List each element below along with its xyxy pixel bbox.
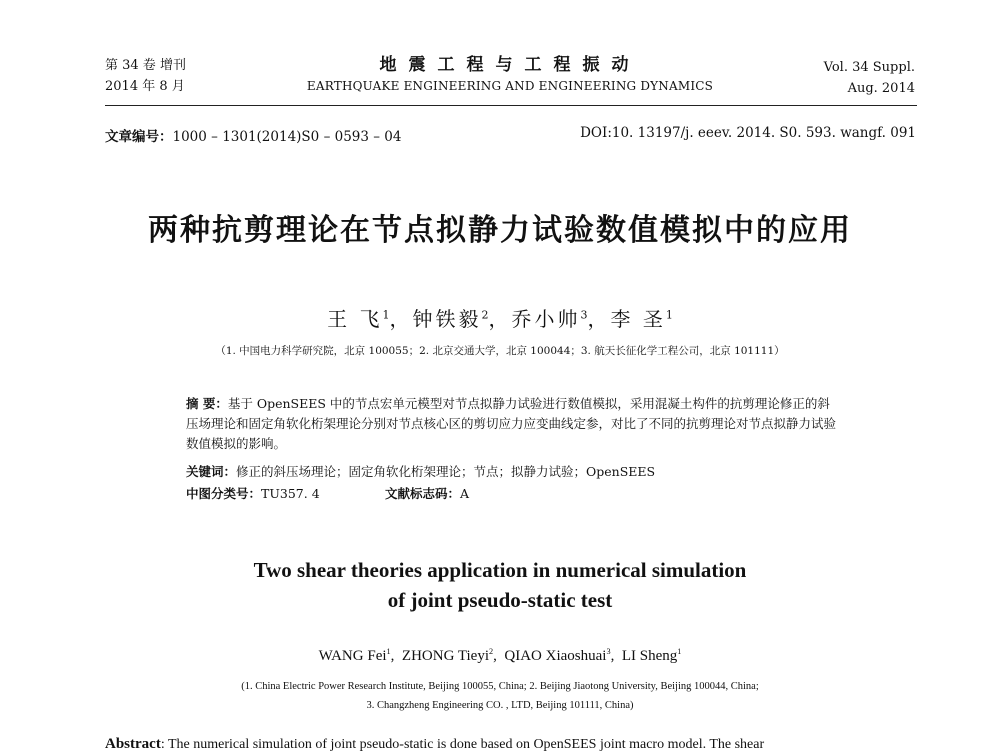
abstract-cn-label: 摘 要： xyxy=(186,396,228,411)
date-en: Aug. 2014 xyxy=(847,81,915,96)
abstract-en-text: : The numerical simulation of joint pseudo-static is done based on OpenSEES joint macro model. The shear xyxy=(160,737,765,752)
affiliations-en xyxy=(140,677,860,715)
article-number xyxy=(105,125,401,145)
clc-label: 中图分类号： xyxy=(186,486,262,501)
abstract-cn-text: 基于 OpenSEES 中的节点宏单元模型对节点拟静力试验进行数值模拟，采用混凝土构件的抗剪理论修正的斜压场理论和固定角软化桁架理论分别对节点核心区的剪切应力应变曲线定参，对比了不同的抗剪理论对节点拟静力试验数值模拟的影响。 xyxy=(186,396,837,451)
journal-name-cn: 地震工程与工程振动 xyxy=(379,55,641,75)
doc-code-label: 文献标志码： xyxy=(385,486,461,501)
author-en: LI Sheng$^1$ xyxy=(621,647,682,664)
keywords xyxy=(186,462,655,480)
authors-en: WANG Fei$^1$, ZHONG Tieyi$^2$, QIAO Xiaoshuai$^3$, LI Sheng$^1$ xyxy=(318,647,682,664)
clc-value: TU357. 4 xyxy=(261,486,320,501)
author-en: QIAO Xiaoshuai$^3$ xyxy=(504,647,611,664)
author-cn: 王 飞$^1$ xyxy=(327,307,390,331)
abstract-cn xyxy=(186,394,841,454)
title-en xyxy=(100,555,900,615)
author-cn: 乔小帅$^3$ xyxy=(511,307,588,331)
header-volume-info-en xyxy=(824,57,915,99)
affiliations-en-line2: 3. Changzheng Engineering CO. , LTD, Beijing 101111, China) xyxy=(366,700,634,711)
affiliations-cn: （1. 中国电力科学研究院，北京 100055；2. 北京交通大学，北京 100044；3. 航天长征化学工程公司，北京 101111） xyxy=(215,345,785,357)
volume-en: Vol. 34 Suppl. xyxy=(823,60,915,75)
affiliations-en-line1: (1. China Electric Power Research Institute, Beijing 100055, China; 2. Beijing Jiaotong University, Beijing 100044, China; xyxy=(241,681,759,692)
volume-cn: 第 34 卷 增刊 xyxy=(105,58,186,73)
author-cn: 钟铁毅$^2$ xyxy=(412,307,489,331)
journal-name-en: EARTHQUAKE ENGINEERING AND ENGINEERING DYNAMICS xyxy=(306,79,714,93)
article-number-value: 1000 – 1301(2014)S0 – 0593 – 04 xyxy=(172,129,402,145)
title-en-line1: Two shear theories application in numerical simulation xyxy=(253,558,747,582)
abstract-en xyxy=(105,736,917,753)
clc-number xyxy=(186,484,320,502)
authors-cn: 王 飞$^1$，钟铁毅$^2$，乔小帅$^3$，李 圣$^1$ xyxy=(327,307,673,331)
keywords-text: 修正的斜压场理论；固定角软化桁架理论；节点；拟静力试验；OpenSEES xyxy=(236,464,656,479)
doi: DOI:10. 13197/j. eeev. 2014. S0. 593. wangf. 091 xyxy=(580,125,916,141)
title-cn: 两种抗剪理论在节点拟静力试验数值模拟中的应用 xyxy=(148,213,852,248)
author-en: WANG Fei$^1$ xyxy=(318,647,391,664)
header-rule xyxy=(105,105,917,106)
doc-code-value: A xyxy=(460,486,470,501)
document-code xyxy=(385,484,469,502)
keywords-label: 关键词： xyxy=(186,464,237,479)
author-cn: 李 圣$^1$ xyxy=(610,307,673,331)
author-en: ZHONG Tieyi$^2$ xyxy=(401,647,494,664)
journal-header xyxy=(300,54,720,96)
header-volume-info xyxy=(105,55,186,97)
abstract-en-label: Abstract xyxy=(105,736,161,752)
title-en-line2: of joint pseudo-static test xyxy=(387,588,613,612)
article-number-label: 文章编号： xyxy=(105,129,173,145)
date-cn: 2014 年 8 月 xyxy=(105,79,185,94)
